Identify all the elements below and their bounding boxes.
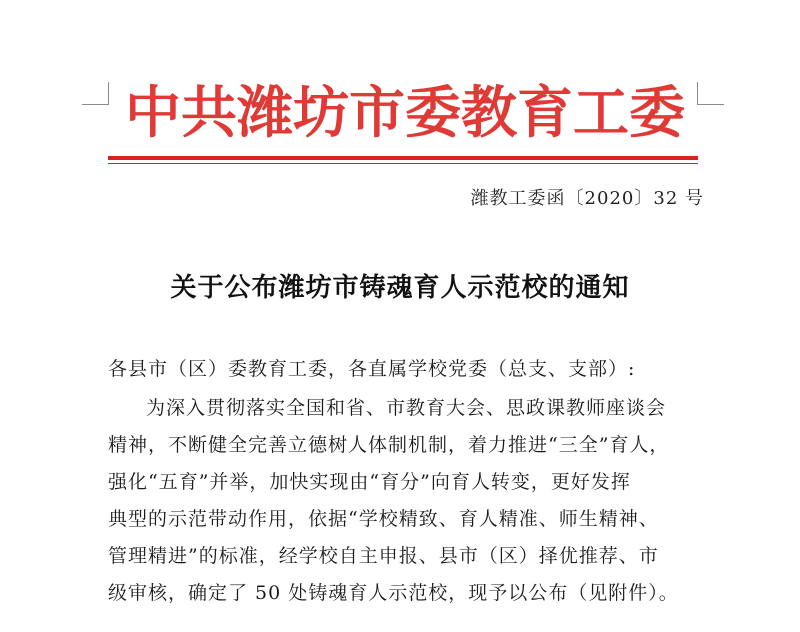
body-line: 为深入贯彻落实全国和省、市教育大会、思政课教师座谈会 bbox=[146, 397, 667, 419]
salutation: 各县市（区）委教育工委，各直属学校党委（总支、支部）: bbox=[108, 358, 636, 380]
body-line: 典型的示范带动作用，依据“学校精致、育人精准、师生精神、 bbox=[108, 508, 659, 530]
issuing-organization-header: 中共潍坊市委教育工委 bbox=[125, 80, 685, 146]
body-line: 级审核，确定了 50 处铸魂育人示范校，现予以公布（见附件）。 bbox=[108, 582, 679, 604]
red-header-rule-thin bbox=[108, 163, 698, 164]
red-header-rule-thick bbox=[108, 156, 698, 160]
document-title: 关于公布潍坊市铸魂育人示范校的通知 bbox=[170, 273, 630, 303]
body-line: 管理精进”的标准，经学校自主申报、县市（区）择优推荐、市 bbox=[108, 545, 659, 567]
body-line: 强化“五育”并举，加快实现由“育分”向育人转变，更好发挥 bbox=[108, 471, 631, 493]
body-paragraph bbox=[108, 390, 704, 612]
document-number: 潍教工委函〔2020〕32 号 bbox=[470, 188, 704, 209]
body-line: 精神，不断健全完善立德树人体制机制，着力推进“三全”育人， bbox=[108, 434, 670, 456]
